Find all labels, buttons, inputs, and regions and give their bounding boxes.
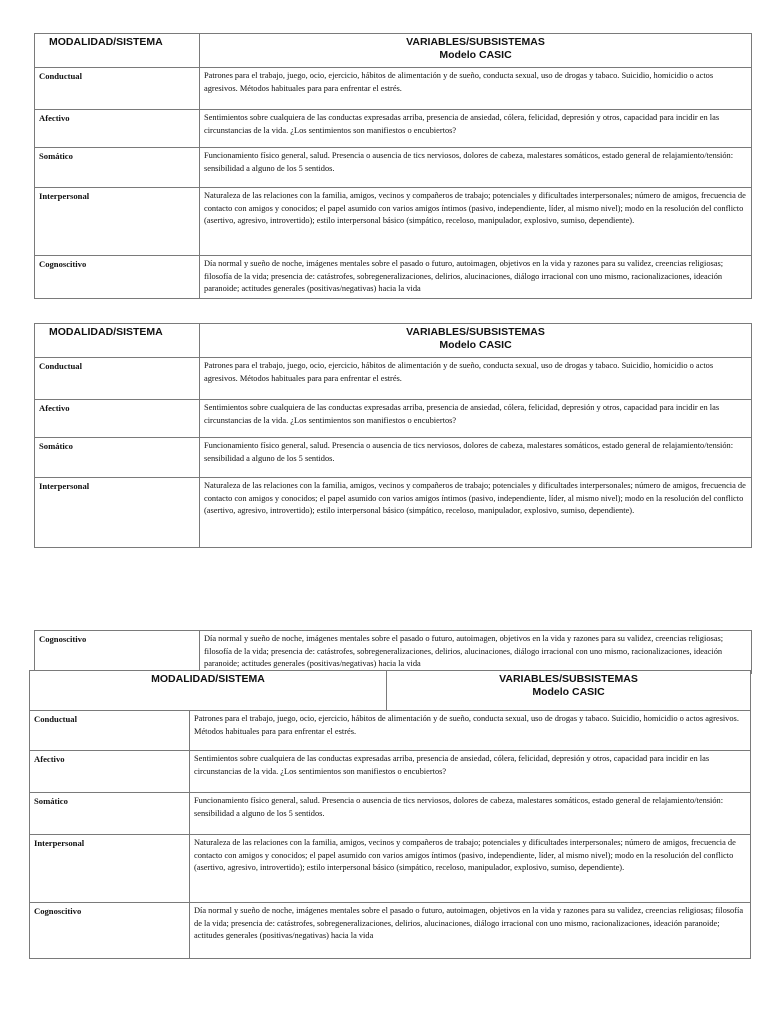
header-model-name: Modelo CASIC	[439, 48, 512, 61]
casic-table-2	[34, 323, 752, 548]
row-text-afectivo: Sentimientos sobre cualquiera de las conductas expresadas arriba, presencia de ansiedad, cólera, felicidad, depresión y otros, capacidad para incidir en las circunstancias de la vida. ¿Los sentimientos son manifiestos o encubiertos?	[200, 110, 752, 148]
header-variables	[200, 34, 752, 68]
header-variables	[387, 671, 751, 711]
row-text-afectivo: Sentimientos sobre cualquiera de las conductas expresadas arriba, presencia de ansiedad, cólera, felicidad, depresión y otros, capacidad para incidir en las circunstancias de la vida. ¿Los sentimientos son manifiestos o encubiertos?	[190, 751, 751, 793]
header-modalidad: MODALIDAD/SISTEMA	[35, 324, 200, 358]
table-row	[35, 256, 752, 299]
row-label-interpersonal: Interpersonal	[35, 478, 200, 548]
row-label-afectivo: Afectivo	[30, 751, 190, 793]
row-text-conductual: Patrones para el trabajo, juego, ocio, ejercicio, hábitos de alimentación y de sueño, conducta sexual, uso de drogas y tabaco. Suicidio, homicidio o actos agresivos. Métodos habituales para para enfrentar el estrés.	[200, 68, 752, 110]
row-text-interpersonal: Naturaleza de las relaciones con la familia, amigos, vecinos y compañeros de trabajo; potenciales y dificultades interpersonales; número de amigos, frecuencia de contacto con amigos y conocidos; el papel asumido con varios amigos íntimos (pasivo, independiente, líder, al mismo nivel); modo en la resolución del conflicto (asertivo, agresivo, introvertido); estilo interpersonal básico (simpático, receloso, manipulador, explosivo, sumiso, dependiente).	[200, 478, 752, 548]
header-model-name: Modelo CASIC	[439, 338, 512, 351]
table-row	[35, 148, 752, 188]
row-cell-cognoscitivo	[200, 256, 752, 299]
header-modalidad: MODALIDAD/SISTEMA	[35, 34, 200, 68]
header-variables-title: VARIABLES/SUBSISTEMAS	[499, 673, 638, 685]
table-row	[35, 358, 752, 400]
row-text-somatico: Funcionamiento físico general, salud. Presencia o ausencia de tics nerviosos, dolores de cabeza, malestares somáticos, estado general de relajamiento/tensión: sensibilidad a alguno de los 5 sentidos.	[200, 438, 752, 478]
row-text-interpersonal: Naturaleza de las relaciones con la familia, amigos, vecinos y compañeros de trabajo; potenciales y dificultades interpersonales; número de amigos, frecuencia de contacto con amigos y conocidos; el papel asumido con varios amigos íntimos (pasivo, independiente, líder, al mismo nivel); modo en la resolución del conflicto (asertivo, agresivo, introvertido); estilo interpersonal básico (simpático, receloso, manipulador, explosivo, sumiso, dependiente).	[200, 188, 752, 256]
table-row	[30, 751, 751, 793]
row-label-conductual: Conductual	[30, 711, 190, 751]
table-row	[35, 68, 752, 110]
row-cell-cognoscitivo	[200, 631, 752, 674]
header-variables	[200, 324, 752, 358]
table-row	[35, 478, 752, 548]
row-text-conductual: Patrones para el trabajo, juego, ocio, ejercicio, hábitos de alimentación y de sueño, conducta sexual, uso de drogas y tabaco. Suicidio, homicidio o actos agresivos. Métodos habituales para para enfrentar el estrés.	[190, 711, 751, 751]
table-row	[30, 793, 751, 835]
table-row	[30, 835, 751, 903]
casic-table-4	[29, 670, 751, 959]
table-row	[30, 711, 751, 751]
row-label-cognoscitivo: Cognoscitivo	[35, 256, 200, 299]
row-label-somatico: Somático	[35, 438, 200, 478]
row-text-cognoscitivo: Día normal y sueño de noche, imágenes mentales sobre el pasado o futuro, autoimagen, objetivos en la vida y razones para su validez, creencias religiosas; filosofía de la vida; presencia de: catástrofes, sobregeneralizaciones, delirios, alucinaciones, diálogo irracional con uno mismo, racionalizaciones, ideación paranoide; actitudes generales (positivas/negativas) hacia la vida	[204, 634, 724, 669]
row-text-afectivo: Sentimientos sobre cualquiera de las conductas expresadas arriba, presencia de ansiedad, cólera, felicidad, depresión y otros, capacidad para incidir en las circunstancias de la vida. ¿Los sentimientos son manifiestos o encubiertos?	[200, 400, 752, 438]
table-row	[35, 400, 752, 438]
row-label-somatico: Somático	[30, 793, 190, 835]
row-label-afectivo: Afectivo	[35, 400, 200, 438]
table-row	[35, 631, 752, 674]
header-variables-title: VARIABLES/SUBSISTEMAS	[406, 326, 545, 338]
row-label-cognoscitivo: Cognoscitivo	[35, 631, 200, 674]
casic-table-1	[34, 33, 752, 299]
row-label-afectivo: Afectivo	[35, 110, 200, 148]
header-variables-title: VARIABLES/SUBSISTEMAS	[406, 36, 545, 48]
header-modalidad: MODALIDAD/SISTEMA	[30, 671, 387, 711]
table-row	[30, 903, 751, 959]
row-label-interpersonal: Interpersonal	[35, 188, 200, 256]
row-label-somatico: Somático	[35, 148, 200, 188]
row-text-somatico: Funcionamiento físico general, salud. Presencia o ausencia de tics nerviosos, dolores de cabeza, malestares somáticos, estado general de relajamiento/tensión: sensibilidad a alguno de los 5 sentidos.	[190, 793, 751, 835]
table-row	[35, 110, 752, 148]
row-text-cognoscitivo: Día normal y sueño de noche, imágenes mentales sobre el pasado o futuro, autoimagen, objetivos en la vida y razones para su validez, creencias religiosas; filosofía de la vida; presencia de: catástrofes, sobregeneralizaciones, delirios, alucinaciones, diálogo irracional con uno mismo, racionalizaciones, ideación paranoide; actitudes generales (positivas/negativas) hacia la vida	[190, 903, 751, 959]
row-text-somatico: Funcionamiento físico general, salud. Presencia o ausencia de tics nerviosos, dolores de cabeza, malestares somáticos, estado general de relajamiento/tensión: sensibilidad a alguno de los 5 sentidos.	[200, 148, 752, 188]
casic-table-3-fragment	[34, 630, 752, 674]
row-label-cognoscitivo: Cognoscitivo	[30, 903, 190, 959]
row-label-conductual: Conductual	[35, 68, 200, 110]
header-model-name: Modelo CASIC	[532, 685, 605, 698]
table-row	[35, 188, 752, 256]
row-label-interpersonal: Interpersonal	[30, 835, 190, 903]
row-label-conductual: Conductual	[35, 358, 200, 400]
table-row	[35, 438, 752, 478]
row-text-cognoscitivo: Día normal y sueño de noche, imágenes mentales sobre el pasado o futuro, autoimagen, objetivos en la vida y razones para su validez, creencias religiosas; filosofía de la vida; presencia de: catástrofes, sobregeneralizaciones, delirios, alucinaciones, diálogo irracional con uno mismo, racionalizaciones, ideación paranoide; actitudes generales (positivas/negativas) hacia la vida	[204, 259, 724, 294]
row-text-interpersonal: Naturaleza de las relaciones con la familia, amigos, vecinos y compañeros de trabajo; potenciales y dificultades interpersonales; número de amigos, frecuencia de contacto con amigos y conocidos; el papel asumido con varios amigos íntimos (pasivo, independiente, líder, al mismo nivel); modo en la resolución del conflicto (asertivo, agresivo, introvertido); estilo interpersonal básico (simpático, receloso, manipulador, explosivo, sumiso, dependiente).	[190, 835, 751, 903]
row-text-conductual: Patrones para el trabajo, juego, ocio, ejercicio, hábitos de alimentación y de sueño, conducta sexual, uso de drogas y tabaco. Suicidio, homicidio o actos agresivos. Métodos habituales para para enfrentar el estrés.	[200, 358, 752, 400]
